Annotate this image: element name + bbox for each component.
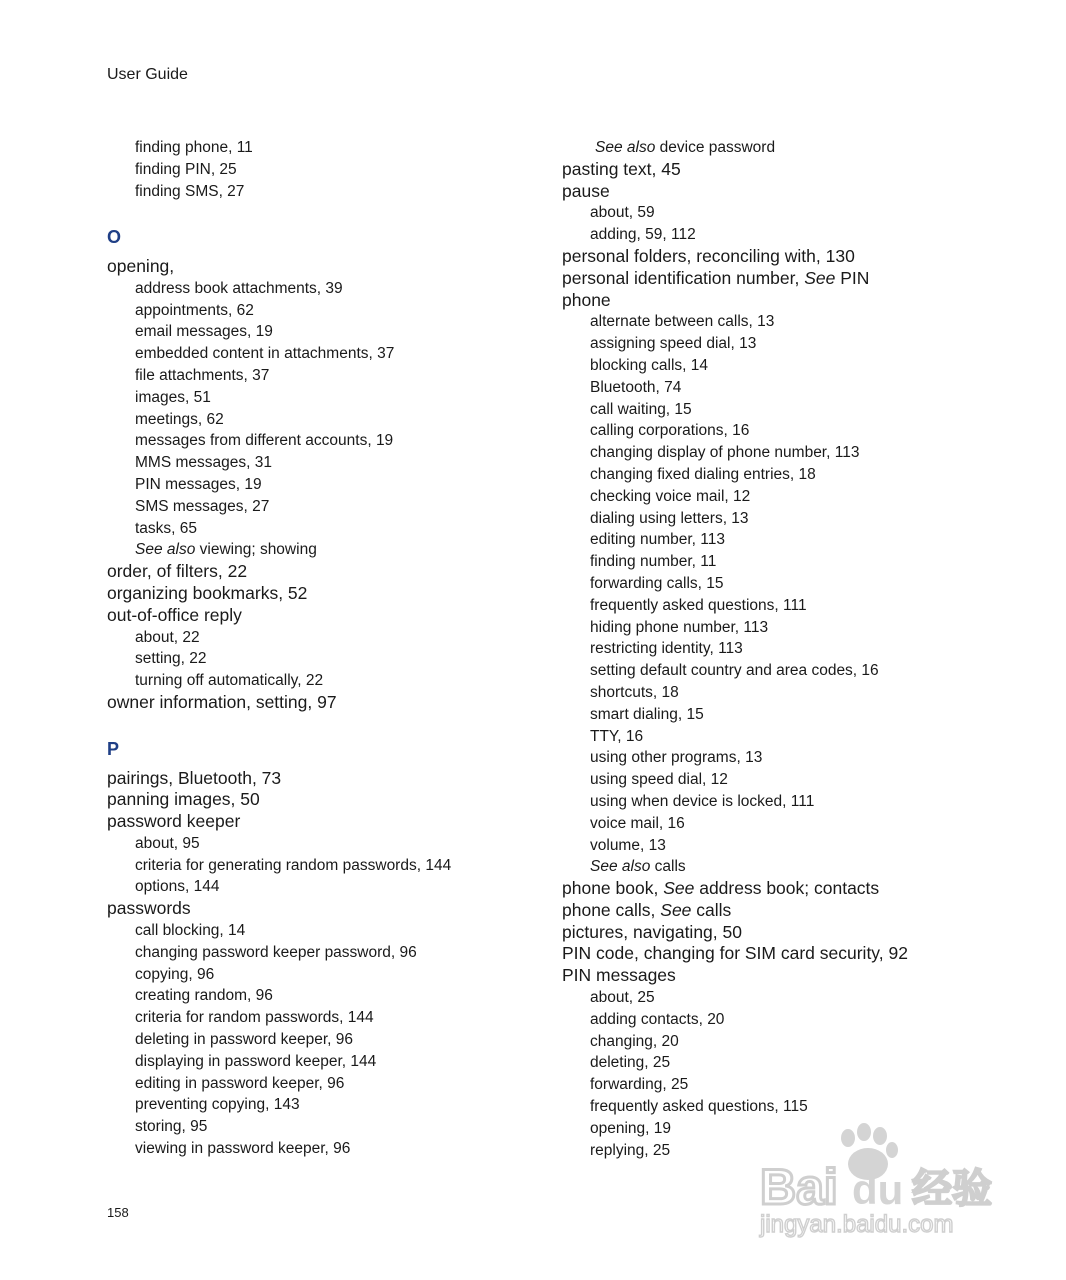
index-subentry: TTY, 16 — [590, 727, 644, 745]
index-subentry: creating random, 96 — [135, 987, 273, 1005]
index-subentry: about, 95 — [135, 834, 200, 852]
index-subentry: setting default country and area codes, 16 — [590, 662, 879, 680]
see-also-target: calls — [650, 858, 686, 876]
see-also-label: See also — [590, 858, 651, 876]
index-entry — [562, 878, 1032, 900]
index-subentry: about, 22 — [135, 628, 200, 646]
watermark-brand-du: du — [852, 1166, 904, 1213]
index-subentry: turning off automatically, 22 — [135, 672, 324, 690]
index-subentry: using other programs, 13 — [590, 749, 763, 767]
index-subentry: appointments, 62 — [135, 301, 254, 319]
index-subentry: images, 51 — [135, 388, 211, 406]
index-subentry: meetings, 62 — [135, 410, 224, 428]
entry-text: phone book, — [562, 878, 664, 899]
index-subentry: changing fixed dialing entries, 18 — [590, 465, 816, 483]
index-subentry: tasks, 65 — [135, 519, 198, 537]
index-see-also — [562, 856, 1032, 878]
index-entry: pasting text, 45 — [562, 158, 681, 179]
index-subentry: alternate between calls, 13 — [590, 313, 775, 331]
index-entry — [562, 900, 1032, 922]
index-entry: PIN code, changing for SIM card security, 92 — [562, 943, 908, 964]
index-subentry: using when device is locked, 111 — [590, 792, 815, 810]
index-subentry: using speed dial, 12 — [590, 771, 728, 789]
see-also-label: See also — [135, 541, 196, 559]
see-target: address book; contacts — [694, 878, 880, 899]
index-entry: owner information, setting, 97 — [107, 692, 337, 713]
index-subentry: frequently asked questions, 111 — [590, 596, 807, 614]
index-subentry: assigning speed dial, 13 — [590, 335, 757, 353]
index-subentry: finding number, 11 — [590, 553, 717, 571]
see-also-label: See also — [595, 139, 656, 156]
index-subentry: editing number, 113 — [590, 531, 726, 549]
index-subentry: voice mail, 16 — [590, 814, 685, 832]
index-see-also — [107, 539, 527, 561]
index-subentry: MMS messages, 31 — [135, 454, 272, 472]
index-subentry: criteria for random passwords, 144 — [135, 1009, 374, 1027]
index-subentry: dialing using letters, 13 — [590, 509, 749, 527]
index-subentry: forwarding calls, 15 — [590, 574, 724, 592]
index-entry — [562, 268, 1032, 290]
index-subentry: storing, 95 — [135, 1118, 208, 1136]
index-entry: order, of filters, 22 — [107, 561, 248, 582]
watermark-url: jingyan.baidu.com — [760, 1211, 954, 1238]
index-subentry: changing, 20 — [590, 1032, 679, 1050]
see-label: See — [804, 267, 836, 288]
index-subentry: smart dialing, 15 — [590, 705, 704, 723]
see-target: calls — [691, 899, 732, 920]
index-entry: panning images, 50 — [107, 789, 260, 810]
page-number: 158 — [107, 1205, 129, 1220]
watermark-brand-latin: Bai — [760, 1159, 838, 1215]
index-subentry: editing in password keeper, 96 — [135, 1074, 345, 1092]
index-subentry: email messages, 19 — [135, 323, 273, 341]
index-subentry: changing password keeper password, 96 — [135, 943, 417, 961]
index-subentry: shortcuts, 18 — [590, 683, 679, 701]
index-entry: opening, — [107, 256, 175, 277]
see-label: See — [660, 899, 692, 920]
index-column-right — [562, 137, 1032, 1161]
index-subentry: finding SMS, 27 — [135, 182, 245, 200]
index-subentry: deleting, 25 — [590, 1054, 671, 1072]
index-subentry: replying, 25 — [590, 1141, 671, 1159]
index-subentry: setting, 22 — [135, 650, 207, 668]
index-subentry: changing display of phone number, 113 — [590, 444, 860, 462]
see-label: See — [663, 878, 695, 899]
entry-text: phone calls, — [562, 899, 661, 920]
index-subentry: volume, 13 — [590, 836, 666, 854]
index-subentry: preventing copying, 143 — [135, 1096, 300, 1114]
section-letter-o: O — [107, 227, 122, 248]
index-column-left — [107, 137, 527, 1160]
see-also-target: device password — [655, 139, 776, 156]
index-subentry: forwarding, 25 — [590, 1076, 689, 1094]
index-subentry: call waiting, 15 — [590, 400, 692, 418]
watermark-brand-cn: 经验 — [912, 1166, 992, 1212]
index-subentry: address book attachments, 39 — [135, 279, 343, 297]
index-entry: password keeper — [107, 811, 241, 832]
index-entry: PIN messages — [562, 965, 676, 986]
index-subentry: messages from different accounts, 19 — [135, 432, 394, 450]
index-entry: organizing bookmarks, 52 — [107, 583, 308, 604]
index-entry: pictures, navigating, 50 — [562, 921, 742, 942]
index-subentry: SMS messages, 27 — [135, 497, 270, 515]
index-entry: phone — [562, 289, 611, 310]
index-subentry: calling corporations, 16 — [590, 422, 750, 440]
index-subentry: file attachments, 37 — [135, 367, 270, 385]
index-subentry: finding PIN, 25 — [135, 160, 237, 178]
index-entry: pairings, Bluetooth, 73 — [107, 767, 282, 788]
index-subentry: Bluetooth, 74 — [590, 378, 682, 396]
index-entry: passwords — [107, 898, 191, 919]
index-subentry: copying, 96 — [135, 965, 215, 983]
index-subentry: adding, 59, 112 — [590, 226, 696, 244]
page-header: User Guide — [107, 66, 188, 83]
index-subentry: displaying in password keeper, 144 — [135, 1052, 377, 1070]
index-subentry: restricting identity, 113 — [590, 640, 743, 658]
index-subentry: embedded content in attachments, 37 — [135, 345, 395, 363]
index-subentry: criteria for generating random passwords, 144 — [135, 856, 452, 874]
see-target: PIN — [835, 267, 870, 288]
index-subentry: PIN messages, 19 — [135, 476, 262, 494]
index-subentry: about, 59 — [590, 204, 655, 222]
index-see-also — [562, 137, 1032, 159]
index-subentry: call blocking, 14 — [135, 922, 246, 940]
index-entry: pause — [562, 180, 610, 201]
index-entry: out-of-office reply — [107, 604, 242, 625]
index-subentry: hiding phone number, 113 — [590, 618, 769, 636]
index-subentry: adding contacts, 20 — [590, 1010, 725, 1028]
index-subentry: opening, 19 — [590, 1119, 672, 1137]
section-letter-p: P — [107, 738, 120, 759]
entry-text: personal identification number, — [562, 267, 805, 288]
index-subentry: frequently asked questions, 115 — [590, 1098, 808, 1116]
index-subentry: options, 144 — [135, 878, 220, 896]
index-subentry: checking voice mail, 12 — [590, 487, 751, 505]
see-also-target: viewing; showing — [195, 541, 317, 559]
baidu-jingyan-watermark — [756, 1120, 1006, 1245]
index-entry: personal folders, reconciling with, 130 — [562, 245, 855, 266]
index-subentry: finding phone, 11 — [135, 139, 253, 156]
index-subentry: blocking calls, 14 — [590, 356, 709, 374]
index-subentry: viewing in password keeper, 96 — [135, 1140, 351, 1158]
index-subentry: deleting in password keeper, 96 — [135, 1031, 354, 1049]
index-subentry: about, 25 — [590, 989, 655, 1007]
